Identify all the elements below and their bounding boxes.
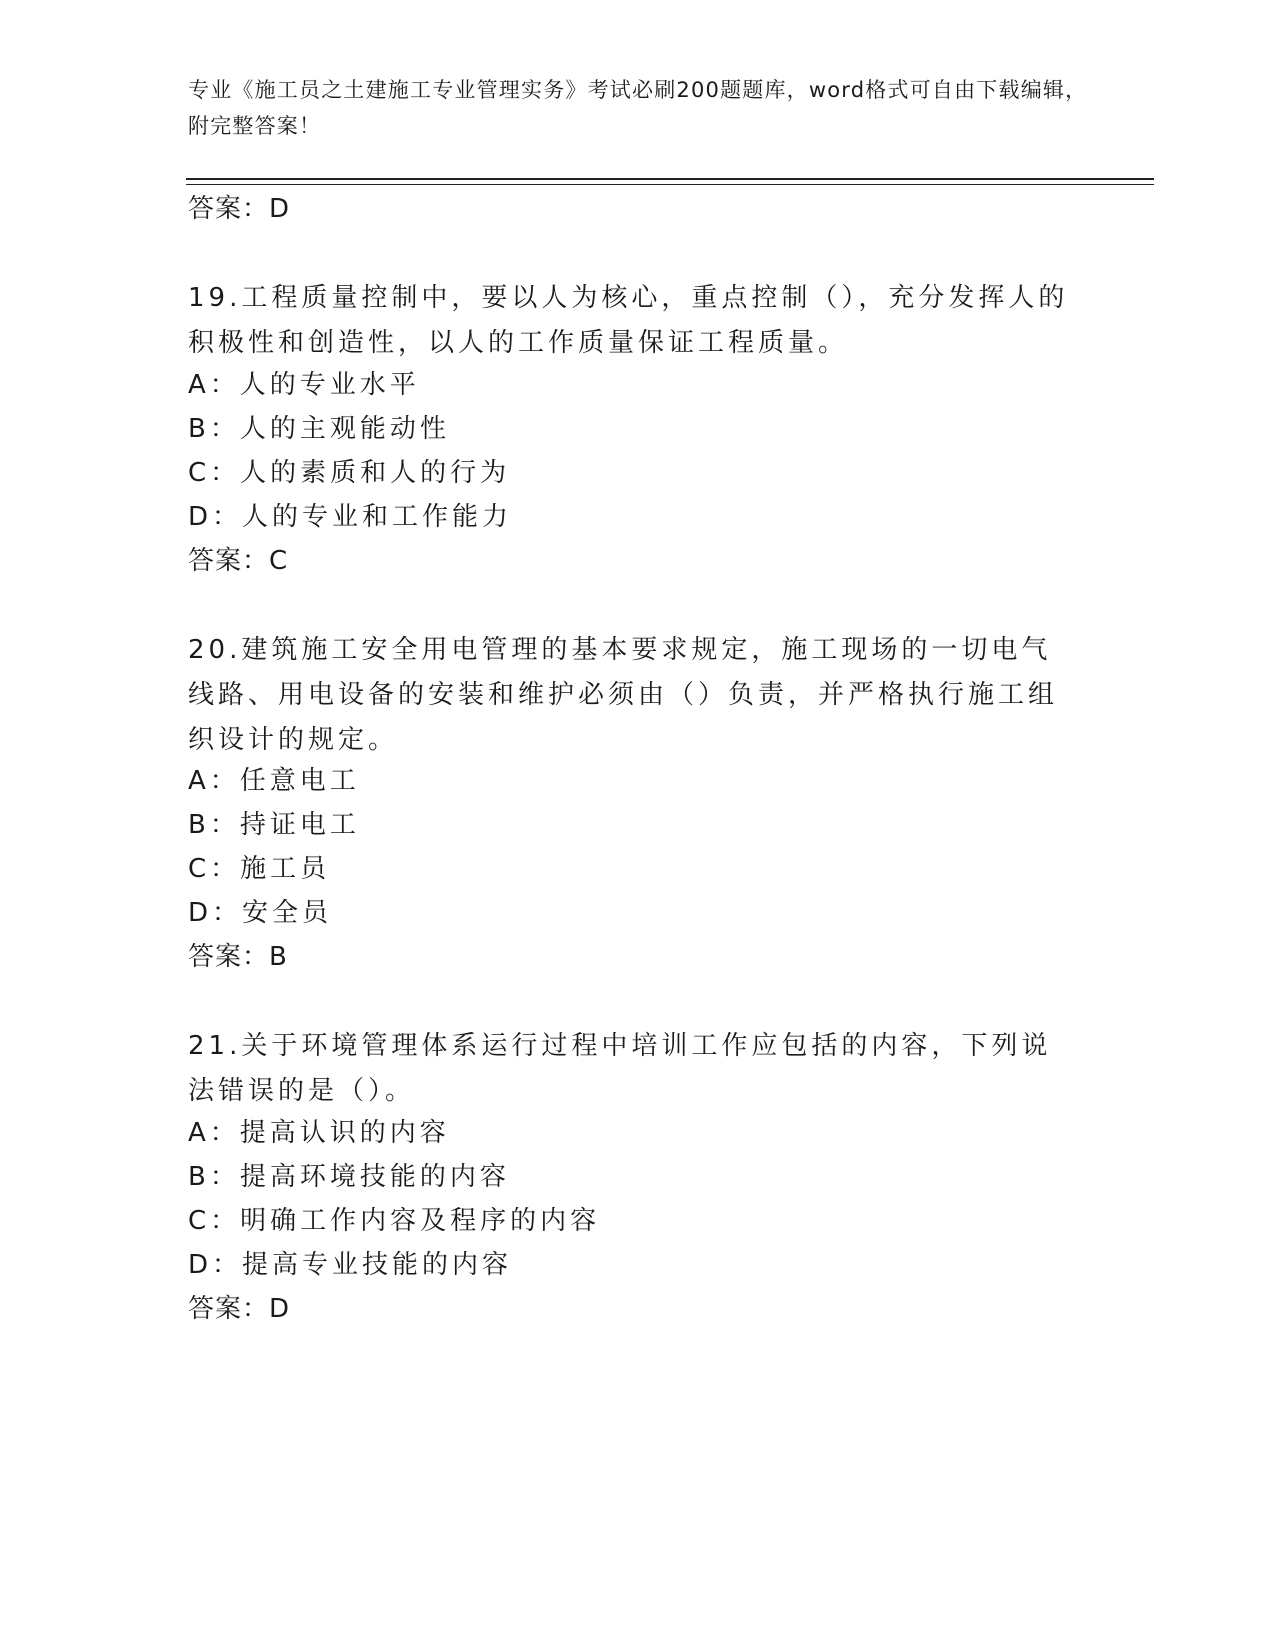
- question-19-option-a: A：人的专业水平: [188, 370, 420, 400]
- question-20-stem: 20.建筑施工安全用电管理的基本要求规定，施工现场的一切电气线路、用电设备的安装和维护必须由（）负责，并严格执行施工组织设计的规定。: [188, 635, 1059, 755]
- header-divider-thick: [186, 178, 1154, 180]
- question-21-option-b: B：提高环境技能的内容: [188, 1162, 510, 1192]
- question-21-answer: 答案：D: [188, 1294, 291, 1324]
- question-20-answer: 答案：B: [188, 942, 288, 972]
- question-20-option-d: D：安全员: [188, 898, 333, 928]
- question-19-option-d: D：人的专业和工作能力: [188, 502, 513, 532]
- question-19-option-b: B：人的主观能动性: [188, 414, 450, 444]
- answer-previous: 答案：D: [188, 194, 291, 224]
- header-divider-thin: [186, 184, 1154, 185]
- question-19-answer: 答案：C: [188, 546, 289, 576]
- question-20-option-b: B：持证电工: [188, 810, 360, 840]
- question-21-option-c: C：明确工作内容及程序的内容: [188, 1206, 601, 1236]
- page-header: 专业《施工员之土建施工专业管理实务》考试必刷200题题库，word格式可自由下载编辑，附完整答案！: [188, 78, 1088, 138]
- question-21-option-a: A：提高认识的内容: [188, 1118, 450, 1148]
- question-19-stem: 19.工程质量控制中，要以人为核心，重点控制（），充分发挥人的积极性和创造性，以人的工作质量保证工程质量。: [188, 283, 1069, 358]
- question-21-stem: 21.关于环境管理体系运行过程中培训工作应包括的内容，下列说法错误的是（）。: [188, 1031, 1052, 1106]
- question-20-option-a: A：任意电工: [188, 766, 360, 796]
- question-21-option-d: D：提高专业技能的内容: [188, 1250, 513, 1280]
- question-20-option-c: C：施工员: [188, 854, 331, 884]
- question-19-option-c: C：人的素质和人的行为: [188, 458, 511, 488]
